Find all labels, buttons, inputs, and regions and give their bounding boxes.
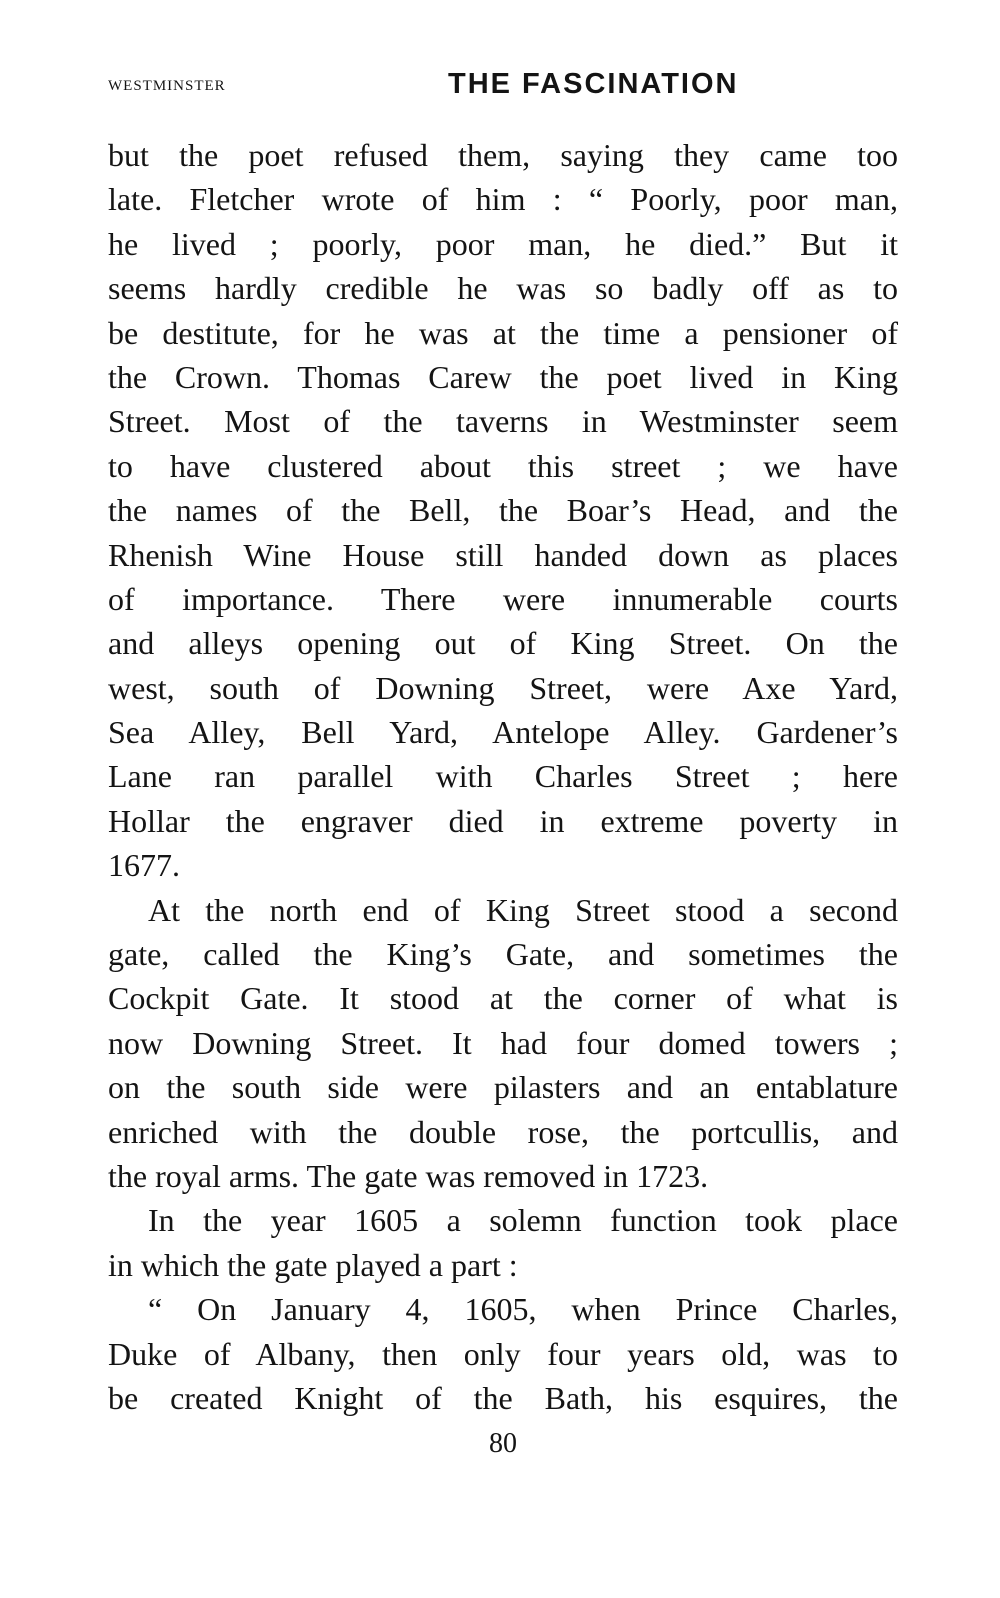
text-line: In the year 1605 a solemn function took place	[148, 1202, 898, 1239]
text-line: of importance. There were innumerable courts	[108, 580, 898, 617]
running-head-title: THE FASCINATION	[448, 68, 739, 100]
text-line: 1677.	[108, 847, 180, 884]
text-line: Sea Alley, Bell Yard, Antelope Alley. Gardener’s	[108, 714, 898, 751]
text-line: be created Knight of the Bath, his esquires, the	[108, 1379, 898, 1416]
text-line: he lived ; poorly, poor man, he died.” But it	[108, 225, 898, 262]
text-line: now Downing Street. It had four domed towers ;	[108, 1024, 898, 1061]
text-line: to have clustered about this street ; we have	[108, 447, 898, 484]
running-head	[108, 68, 898, 108]
text-line: At the north end of King Street stood a second	[148, 891, 898, 928]
text-line: “ On January 4, 1605, when Prince Charles,	[148, 1291, 898, 1328]
running-head-section: WESTMINSTER	[108, 78, 226, 94]
text-line: Hollar the engraver died in extreme poverty in	[108, 802, 898, 839]
text-line: but the poet refused them, saying they came too	[108, 137, 898, 173]
text-line: in which the gate played a part :	[108, 1246, 518, 1283]
text-line: Street. Most of the taverns in Westminster seem	[108, 403, 898, 440]
text-line: the Crown. Thomas Carew the poet lived in King	[108, 358, 898, 395]
text-line: the names of the Bell, the Boar’s Head, and the	[108, 492, 898, 529]
body-text	[108, 133, 898, 1420]
text-line: Rhenish Wine House still handed down as places	[108, 536, 898, 573]
text-line: late. Fletcher wrote of him : “ Poorly, poor man,	[108, 181, 898, 218]
text-line: on the south side were pilasters and an entablature	[108, 1069, 898, 1106]
text-line: the royal arms. The gate was removed in 1723.	[108, 1157, 709, 1194]
text-line: enriched with the double rose, the portcullis, and	[108, 1113, 898, 1150]
text-line: and alleys opening out of King Street. On the	[108, 625, 898, 662]
text-line: Duke of Albany, then only four years old, was to	[108, 1335, 898, 1372]
page-number: 80	[489, 1428, 517, 1459]
text-line: west, south of Downing Street, were Axe Yard,	[108, 669, 898, 706]
text-line: be destitute, for he was at the time a pensioner of	[108, 314, 898, 351]
text-line: Lane ran parallel with Charles Street ; here	[108, 758, 898, 795]
text-line: gate, called the King’s Gate, and sometimes the	[108, 936, 898, 973]
text-line: Cockpit Gate. It stood at the corner of what is	[108, 980, 898, 1017]
book-page	[108, 0, 898, 1598]
text-line: seems hardly credible he was so badly off as to	[108, 270, 898, 307]
